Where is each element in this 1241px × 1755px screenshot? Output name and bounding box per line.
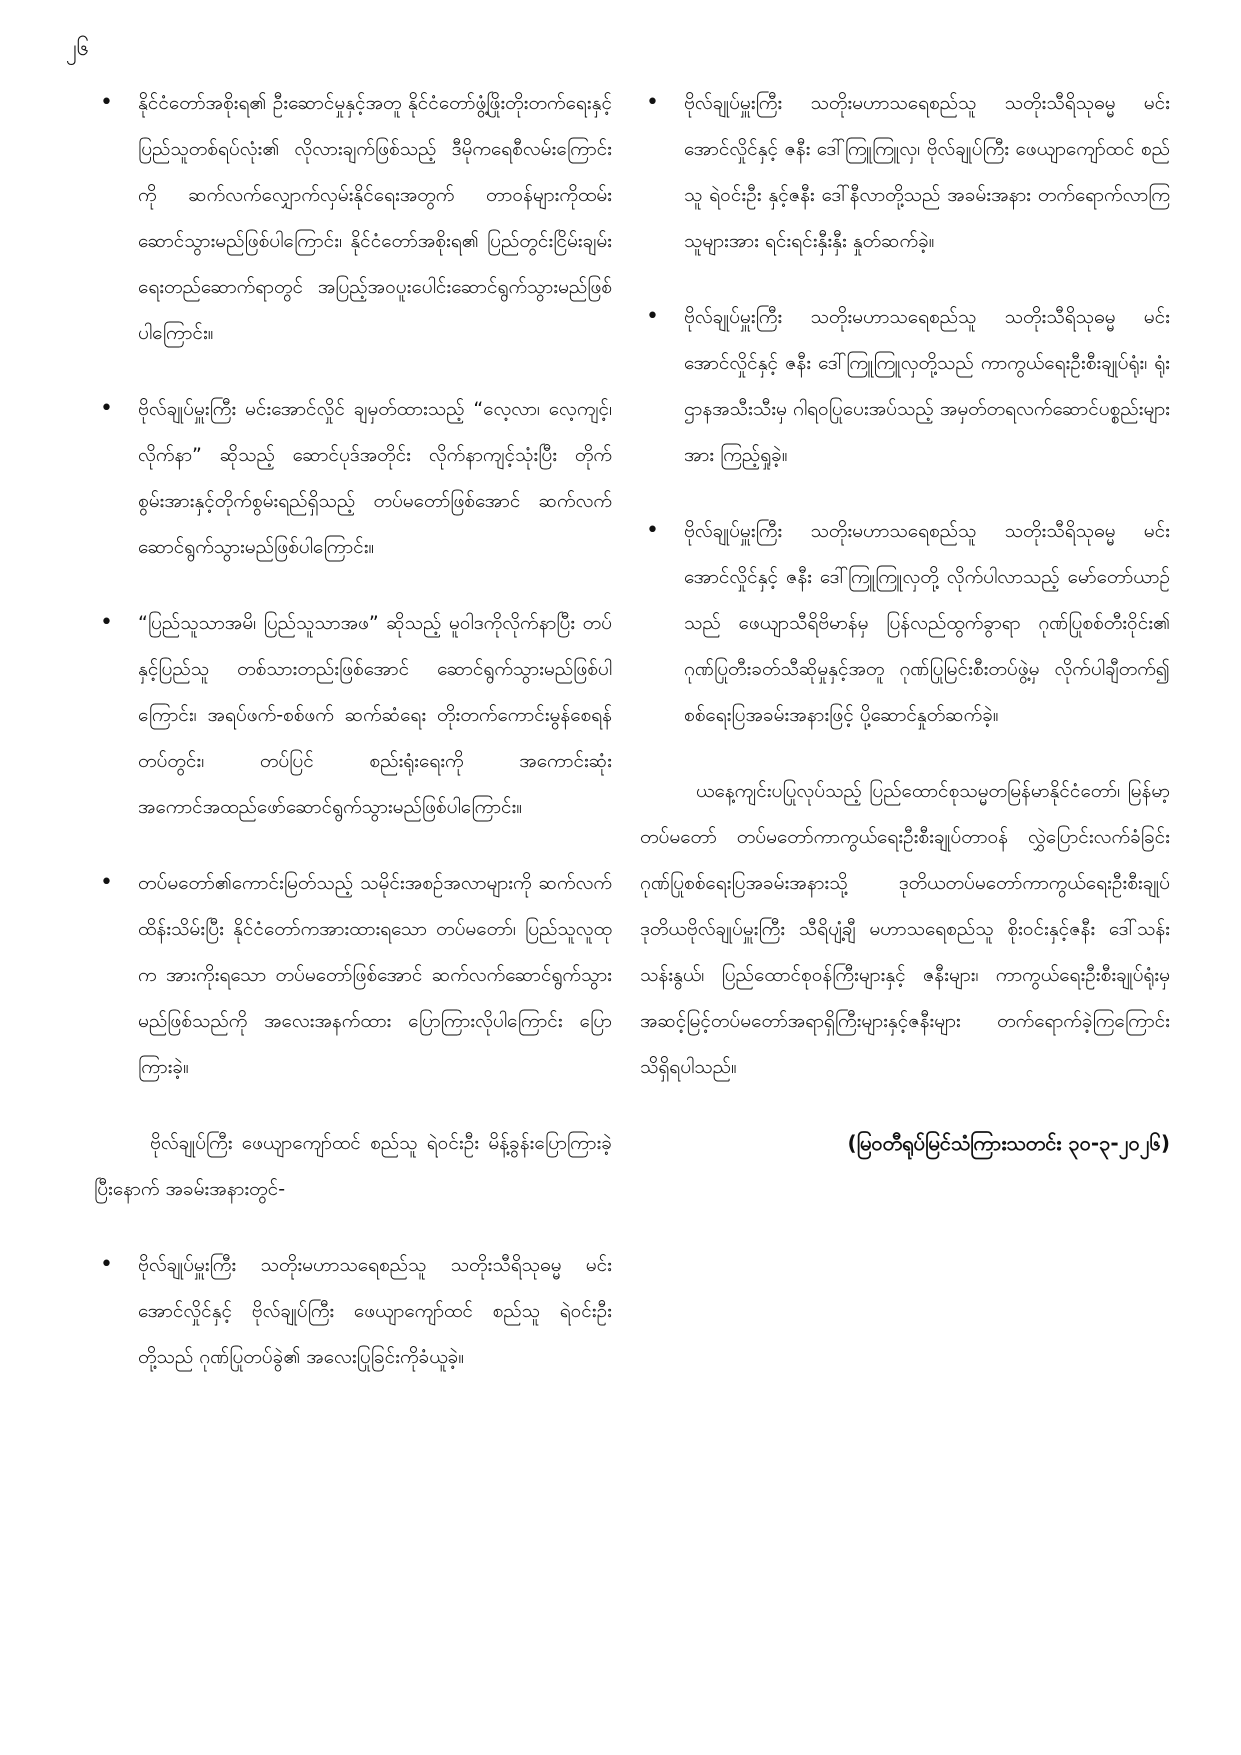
left-column — [94, 80, 612, 1410]
bullet-item: • တပ်မတော်၏ကောင်းမြတ်သည့် သမိုင်းအစဉ်အလာများကို ဆက်လက်ထိန်းသိမ်းပြီး နိုင်ငံတော်ကအားထားရသော တပ်မတော်၊ ပြည်သူလူထုက အားကိုးရသော တပ်မတော်ဖြစ်အောင် ဆက်လက်ဆောင်ရွက်သွားမည်ဖြစ်သည်ကို အလေးအနက်ထား ပြောကြားလိုပါကြောင်း ပြောကြားခဲ့။ — [94, 860, 612, 1090]
bullet-item: • ဗိုလ်ချုပ်မှူးကြီး မင်းအောင်လှိုင် ချမှတ်ထားသည့် “လေ့လာ၊ လေ့ကျင့်၊ လိုက်နာ” ဆိုသည့် ဆောင်ပုဒ်အတိုင်း လိုက်နာကျင့်သုံးပြီး တိုက်စွမ်းအားနှင့်တိုက်စွမ်းရည်ရှိသည့် တပ်မတော်ဖြစ်အောင် ဆက်လက်ဆောင်ရွက်သွားမည်ဖြစ်ပါကြောင်း။ — [94, 386, 612, 570]
bullet-item: • ဗိုလ်ချုပ်မှူးကြီး သတိုးမဟာသရေစည်သူ သတိုးသီရိသုဓမ္မ မင်းအောင်လှိုင်နှင့် ဇနီး ဒေါ်ကြူကြူလှတို့သည် ကာကွယ်ရေးဦးစီးချုပ်ရုံး၊ ရုံးဌာနအသီးသီးမှ ဂါရဝပြုပေးအပ်သည့် အမှတ်တရလက်ဆောင်ပစ္စည်းများအား ကြည့်ရှုခဲ့။ — [640, 294, 1170, 478]
bullet-item: • ဗိုလ်ချုပ်မှူးကြီး သတိုးမဟာသရေစည်သူ သတိုးသီရိသုဓမ္မ မင်းအောင်လှိုင်နှင့် ဇနီး ဒေါ်ကြူကြူလှတို့ လိုက်ပါလာသည့် မော်တော်ယာဉ်သည် ဖေယျာသီရိဗိမာန်မှ ပြန်လည်ထွက်ခွာရာ ဂုဏ်ပြုစစ်တီးဝိုင်း၏ ဂုဏ်ပြုတီးခတ်သီဆိုမှုနှင့်အတူ ဂုဏ်ပြုမြင်းစီးတပ်ဖွဲ့မှ လိုက်ပါချီတက်၍ စစ်ရေးပြအခမ်းအနားဖြင့် ပို့ဆောင်နှုတ်ဆက်ခဲ့။ — [640, 508, 1170, 738]
page-number: ၂၆ — [66, 36, 90, 61]
bullet-list — [640, 80, 1170, 738]
news-source-citation: (မြဝတီရုပ်မြင်သံကြားသတင်း ၃၀-၃-၂၀၂၆) — [847, 1131, 1170, 1155]
bullet-item: • “ပြည်သူသာအမိ၊ ပြည်သူသာအဖ” ဆိုသည့် မူဝါဒကိုလိုက်နာပြီး တပ်နှင့်ပြည်သူ တစ်သားတည်းဖြစ်အောင် ဆောင်ရွက်သွားမည်ဖြစ်ပါကြောင်း၊ အရပ်ဖက်-စစ်ဖက် ဆက်ဆံရေး တိုးတက်ကောင်းမွန်စေရန် တပ်တွင်း၊ တပ်ပြင် စည်းရုံးရေးကို အကောင်းဆုံး အကောင်အထည်ဖော်ဆောင်ရွက်သွားမည်ဖြစ်ပါကြောင်း။ — [94, 600, 612, 830]
bullet-list — [94, 80, 612, 1090]
bullet-item: • ဗိုလ်ချုပ်မှူးကြီး သတိုးမဟာသရေစည်သူ သတိုးသီရိသုဓမ္မ မင်းအောင်လှိုင်နှင့် ဗိုလ်ချုပ်ကြီး ဖေယျာကျော်ထင် စည်သူ ရဲဝင်းဦး တို့သည် ဂုဏ်ပြုတပ်ခွဲ၏ အလေးပြုခြင်းကိုခံယူခဲ့။ — [94, 1242, 612, 1380]
bullet-list — [94, 1242, 612, 1380]
body-paragraph: ဗိုလ်ချုပ်ကြီး ဖေယျာကျော်ထင် စည်သူ ရဲဝင်းဦး မိန့်ခွန်းပြောကြားခဲ့ပြီးနောက် အခမ်းအနားတွင်- — [94, 1132, 612, 1200]
bullet-item: • ဗိုလ်ချုပ်မှူးကြီး သတိုးမဟာသရေစည်သူ သတိုးသီရိသုဓမ္မ မင်းအောင်လှိုင်နှင့် ဇနီး ဒေါ်ကြူကြူလှ၊ ဗိုလ်ချုပ်ကြီး ဖေယျာကျော်ထင် စည်သူ ရဲဝင်းဦး နှင့်ဇနီး ဒေါ်နီလာတို့သည် အခမ်းအနား တက်ရောက်လာကြသူများအား ရင်းရင်းနှီးနှီး နှုတ်ဆက်ခဲ့။ — [640, 80, 1170, 264]
body-paragraph: ယနေ့ကျင်းပပြုလုပ်သည့် ပြည်ထောင်စုသမ္မတမြန်မာနိုင်ငံတော်၊ မြန်မာ့တပ်မတော် တပ်မတော်ကာကွယ်ရေးဦးစီးချုပ်တာဝန် လွှဲပြောင်းလက်ခံခြင်း ဂုဏ်ပြုစစ်ရေးပြအခမ်းအနားသို့ ဒုတိယတပ်မတော်ကာကွယ်ရေးဦးစီးချုပ် ဒုတိယဗိုလ်ချုပ်မှူးကြီး သီရိပျံ့ချီ မဟာသရေစည်သူ စိုးဝင်းနှင့်ဇနီး ဒေါ်သန်းသန်းနွယ်၊ ပြည်ထောင်စုဝန်ကြီးများနှင့် ဇနီးများ၊ ကာကွယ်ရေးဦးစီးချုပ်ရုံးမှ အဆင့်မြင့်တပ်မတော်အရာရှိကြီးများနှင့်ဇနီးများ တက်ရောက်ခဲ့ကြကြောင်း သိရှိရပါသည်။ — [640, 780, 1170, 1078]
right-column — [640, 80, 1170, 1166]
bullet-item: • နိုင်ငံတော်အစိုးရ၏ ဦးဆောင်မှုနှင့်အတူ နိုင်ငံတော်ဖွံ့ဖြိုးတိုးတက်ရေးနှင့် ပြည်သူတစ်ရပ်လုံး၏ လိုလားချက်ဖြစ်သည့် ဒီမိုကရေစီလမ်းကြောင်းကို ဆက်လက်လျှောက်လှမ်းနိုင်ရေးအတွက် တာဝန်များကိုထမ်းဆောင်သွားမည်ဖြစ်ပါကြောင်း၊ နိုင်ငံတော်အစိုးရ၏ ပြည်တွင်းငြိမ်းချမ်းရေးတည်ဆောက်ရာတွင် အပြည့်အဝပူးပေါင်းဆောင်ရွက်သွားမည်ဖြစ်ပါကြောင်း။ — [94, 80, 612, 356]
